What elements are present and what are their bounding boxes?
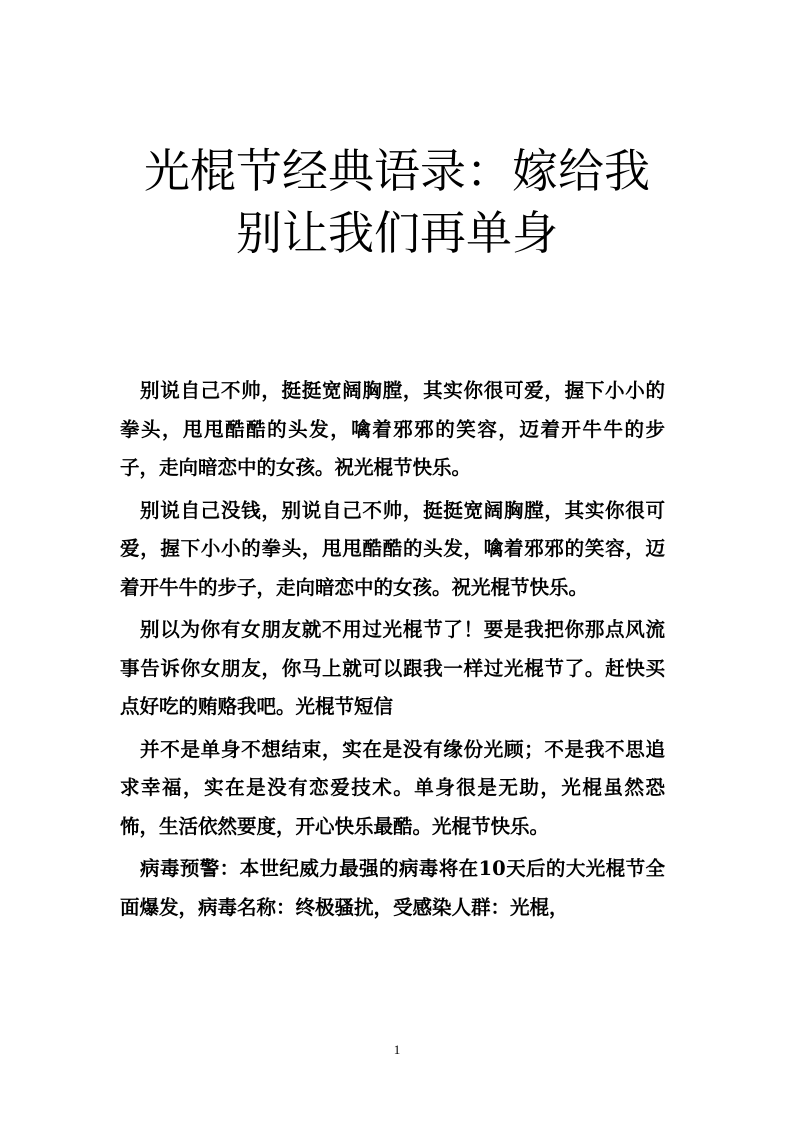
paragraph-2: 别说自己没钱，别说自己不帅，挺挺宽阔胸膛，其实你很可爱，握下小小的拳头，甩甩酷酷的头发，噙着邪邪的笑容，迈着开牛牛的步子，走向暗恋中的女孩。祝光棍节快乐。 xyxy=(120,498,665,599)
page-number: 1 xyxy=(393,1042,401,1057)
paragraph-3: 别以为你有女朋友就不用过光棍节了！要是我把你那点风流事告诉你女朋友，你马上就可以跟我一样过光棍节了。赶快买点好吃的贿赂我吧。光棍节短信 xyxy=(120,618,665,718)
title-line-2: 别让我们再单身 xyxy=(236,206,558,260)
paragraph-1: 别说自己不帅，挺挺宽阔胸膛，其实你很可爱，握下小小的拳头，甩甩酷酷的头发，噙着邪邪的笑容，迈着开牛牛的步子，走向暗恋中的女孩。祝光棍节快乐。 xyxy=(120,379,665,479)
document-body xyxy=(120,372,665,931)
paragraph-5: 病毒预警：本世纪威力最强的病毒将在10天后的大光棍节全面爆发，病毒名称：终极骚扰，受感染人群：光棍， xyxy=(120,857,665,919)
title-line-1: 光棍节经典语录：嫁给我 xyxy=(144,144,650,198)
document-title xyxy=(100,140,694,264)
paragraph-4: 并不是单身不想结束，实在是没有缘份光顾；不是我不思追求幸福，实在是没有恋爱技术。单身很是无助，光棍虽然恐怖，生活依然要度，开心快乐最酷。光棍节快乐。 xyxy=(120,737,665,838)
